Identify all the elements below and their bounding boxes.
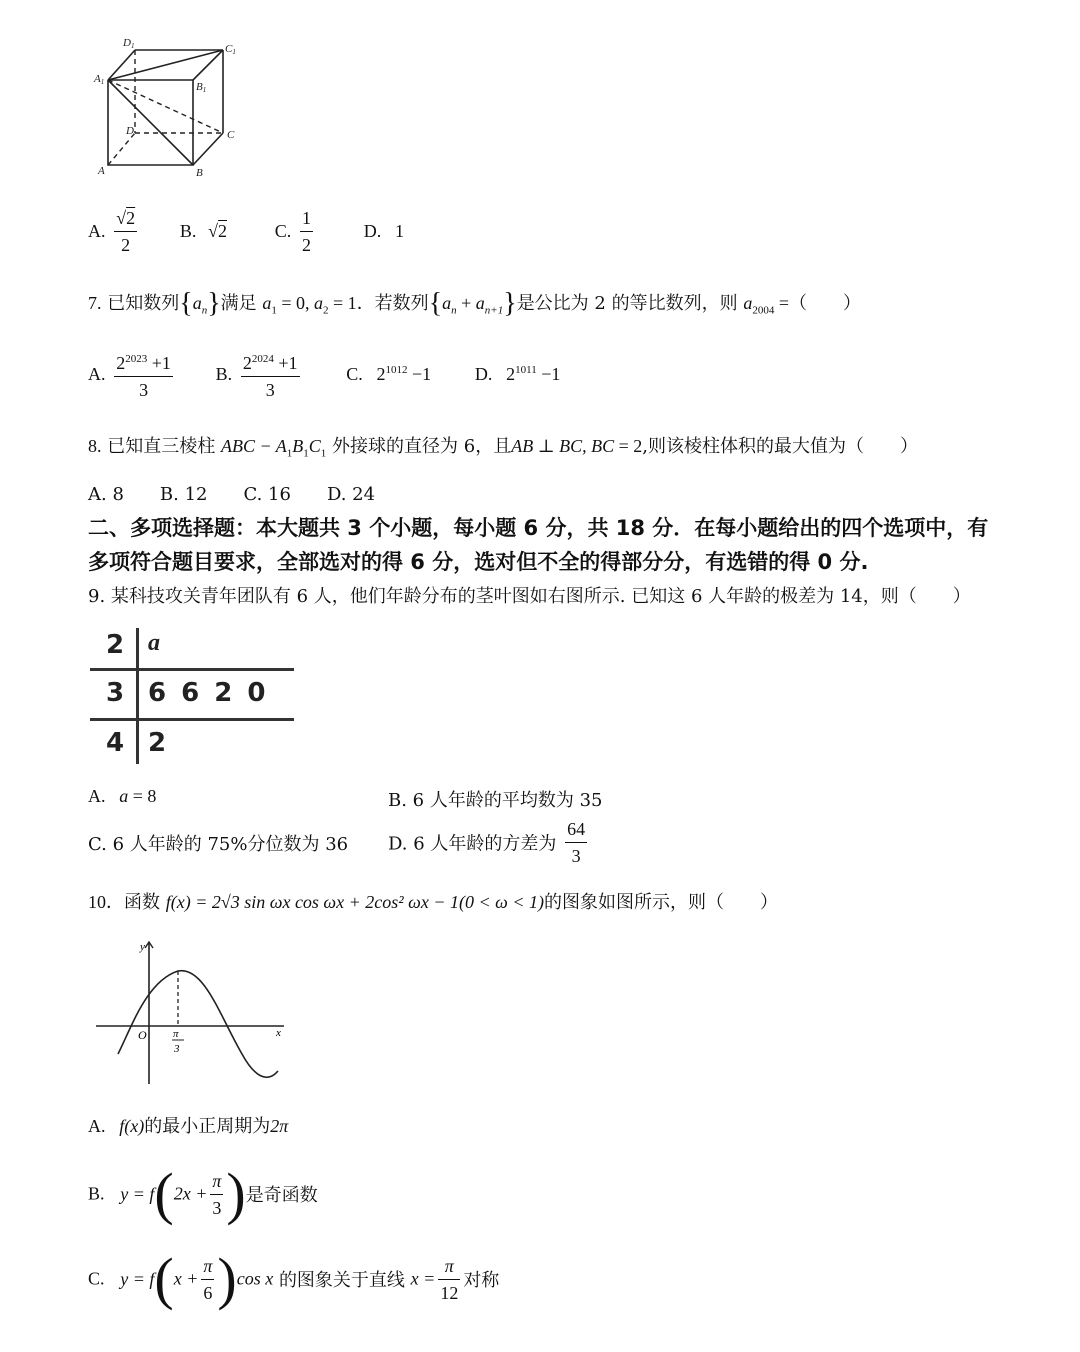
q6-options [88,205,404,258]
q10-graph [92,936,292,1086]
stem-row: 2 [106,630,125,660]
q7-option-c: C. $2^{1012} -1$ [346,364,432,384]
label-c: C [227,129,235,141]
q10-option-a: A. f(x)的最小正周期为2π [88,1116,289,1137]
graph-tick-num: π [173,1028,179,1040]
label-d: D [126,125,134,137]
label-b: B [196,167,203,179]
graph-origin-label: O [138,1028,147,1042]
graph-x-label: x [276,1027,281,1039]
q7-option-b: B. $\frac{2^{2024} +1}{3}$ [216,364,309,385]
graph-tick-den: 3 [174,1043,180,1055]
q9-option-d: D. 6 人年龄的方差为 $\frac{64}{3}$ [388,816,590,869]
label-a: A [98,165,105,177]
label-d1: D1 [123,37,135,50]
q7-option-d: D. $2^{1011} -1$ [474,364,561,384]
leaf-row: a [148,630,160,656]
q6-option-a: A. $\frac{√2}{2}$ [88,221,146,242]
stem-leaf-plot [90,624,296,770]
q6-option-c: C. $\frac{1}{2}$ [275,221,322,242]
q8-stem: 8. 已知直三棱柱 ABC − $A_1B_1C_1$ 外接球的直径为 6，且AB ⊥ BC, BC = 2,则该棱柱体积的最大值为（ ） [88,436,919,460]
q7-stem: 7. 已知数列$\{a_n\}$满足 $a_1 = 0$, $a_2 = 1$．若数列$\{a_n + a_{n+1}\}$是公比为 2 的等比数列，则 $a_{2004}$ =（ ） [88,288,861,319]
stem-row: 3 [106,678,125,708]
section2-line2: 多项符合题目要求，全部选对的得 6 分，选对但不全的得部分分，有选错的得 0 分. [88,550,869,574]
leaf-row: 6 6 2 0 [148,678,266,708]
leaf-row: 2 [148,728,167,758]
label-c1: C1 [225,43,236,56]
cube-figure [90,32,250,182]
q8-options: A. 8 B. 12 C. 16 D. 24 [88,484,376,505]
q9-option-a: A. a = 8 [88,786,157,806]
q9-stem: 9. 某科技攻关青年团队有 6 人，他们年龄分布的茎叶图如右图所示. 已知这 6 人年龄的极差为 14，则（ ） [88,586,971,607]
q7-options [88,346,560,403]
label-b1: B1 [196,81,207,94]
q9-option-b: B. 6 人年龄的平均数为 35 [388,790,603,811]
q9-option-c: C. 6 人年龄的 75%分位数为 36 [88,834,349,855]
stem-row: 4 [106,728,125,758]
section2-line1: 二、多项选择题：本大题共 3 个小题，每小题 6 分，共 18 分．在每小题给出的四个选项中，有 [88,516,989,540]
sine-curve [118,971,278,1078]
graph-y-label: y [140,941,145,953]
label-a1: A1 [94,73,105,86]
q10-option-c: C. y = f(x + $\frac{\pi}{6}$ )cos x 的图象关于直线 x = $\frac{\pi}{12}$ 对称 [88,1246,500,1311]
q10-option-b: B. y = f(2x + $\frac{\pi}{3}$ )是奇函数 [88,1161,318,1226]
q10-stem: 10．函数 f(x) = 2√3 sin ωx cos ωx + 2cos² ωx − 1(0 < ω < 1)的图象如图所示，则（ ） [88,892,779,913]
q6-option-b: B. √2 [179,220,227,241]
q7-option-a: A. $\frac{2^{2023} +1}{3}$ [88,364,182,385]
q6-option-d: D. 1 [363,220,404,241]
